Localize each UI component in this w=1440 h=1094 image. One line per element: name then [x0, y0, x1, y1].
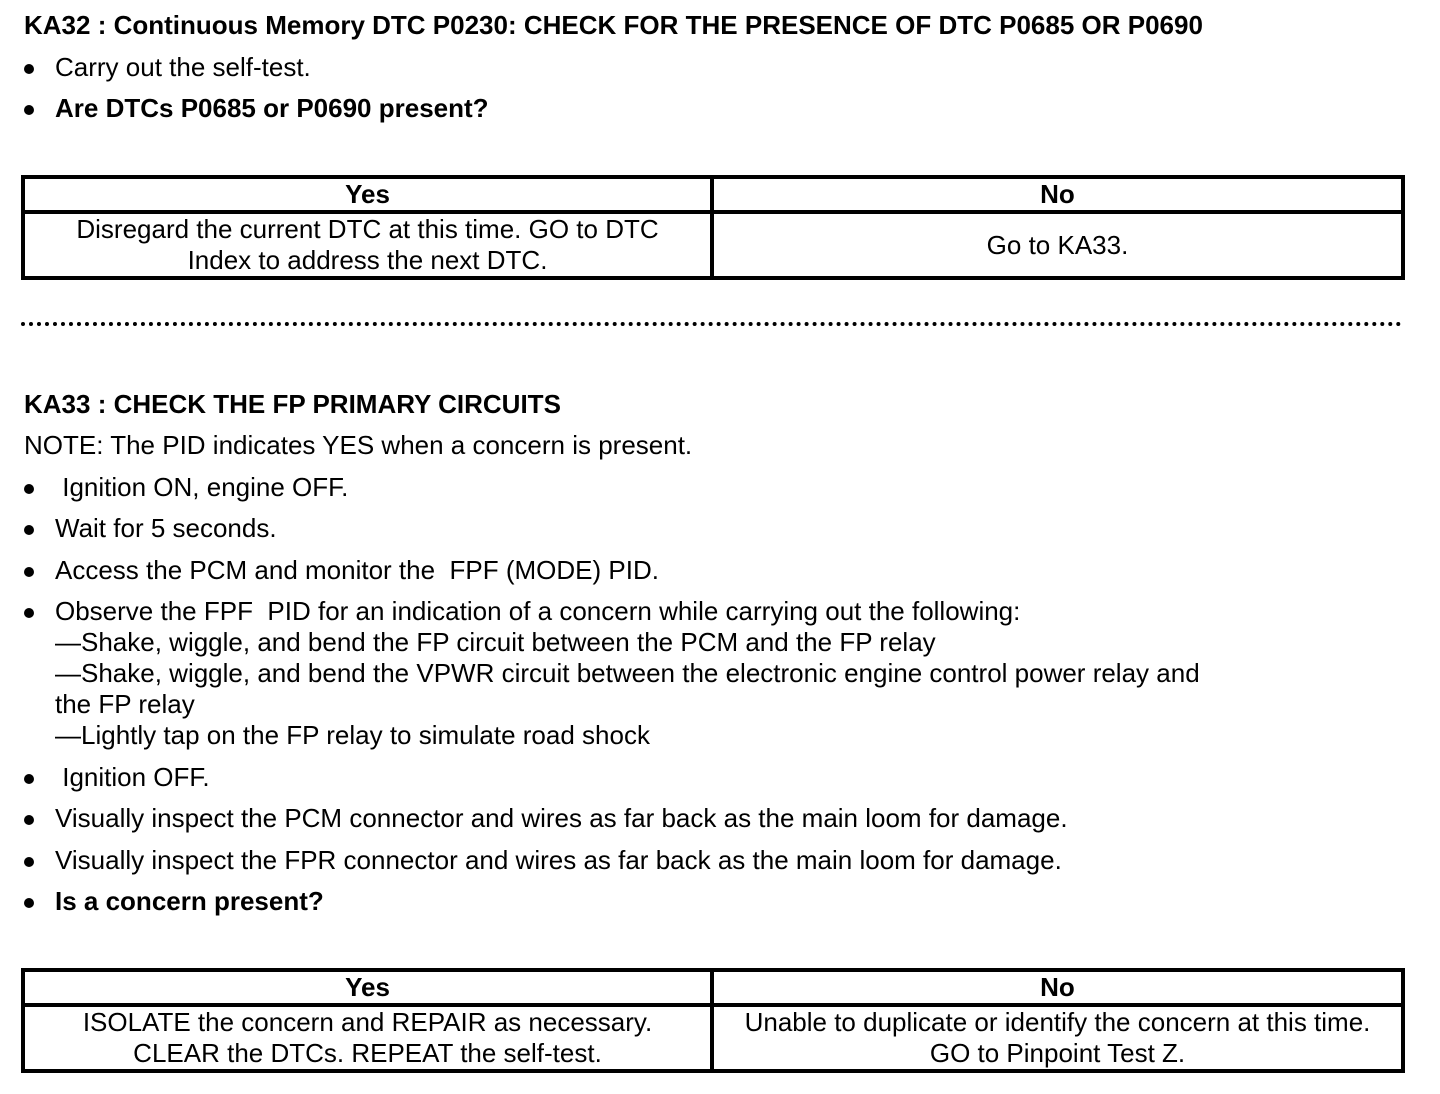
ka33-no-header: No: [712, 970, 1403, 1005]
bullet-icon: [24, 105, 34, 115]
ka33-step-6: [24, 803, 1068, 834]
ka33-no-cell: Unable to duplicate or identify the concern at this time. GO to Pinpoint Test Z.: [712, 1005, 1403, 1071]
bullet-icon: [24, 608, 34, 618]
ka33-step-5-text: Ignition OFF.: [55, 762, 210, 792]
bullet-icon: [24, 898, 34, 908]
ka32-title: KA32 : Continuous Memory DTC P0230: CHECK FOR THE PRESENCE OF DTC P0685 OR P0690: [24, 10, 1203, 40]
observe-sub-line: —Lightly tap on the FP relay to simulate road shock: [55, 720, 650, 750]
ka32-step-1: [24, 52, 311, 83]
ka33-step-4-text: Observe the FPF PID for an indication of a concern while carrying out the following:: [55, 596, 1021, 626]
ka33-step-2: [24, 513, 277, 544]
ka33-result-table: [21, 968, 1405, 1073]
ka33-step-7-text: Visually inspect the FPR connector and wires as far back as the main loom for damage.: [55, 845, 1062, 875]
ka33-note: NOTE: The PID indicates YES when a concern is present.: [24, 430, 693, 460]
ka32-yes-header: Yes: [23, 177, 712, 212]
ka32-step-2: [24, 93, 489, 124]
ka33-step-3-text: Access the PCM and monitor the FPF (MODE) PID.: [55, 555, 659, 585]
ka32-no-header: No: [712, 177, 1403, 212]
ka33-yes-cell: ISOLATE the concern and REPAIR as necessary. CLEAR the DTCs. REPEAT the self-test.: [23, 1005, 712, 1071]
ka33-step-1: [24, 472, 348, 503]
ka32-result-table: [21, 175, 1405, 280]
ka33-step-2-text: Wait for 5 seconds.: [55, 513, 277, 543]
ka32-no-cell: Go to KA33.: [712, 212, 1403, 278]
ka33-step-7: [24, 845, 1062, 876]
ka32-yes-cell: Disregard the current DTC at this time. GO to DTC Index to address the next DTC.: [23, 212, 712, 278]
observe-sub-line: —Shake, wiggle, and bend the VPWR circuit between the electronic engine control power relay and: [55, 658, 1200, 688]
ka33-step-4: [24, 596, 1020, 627]
bullet-icon: [24, 484, 34, 494]
ka32-step-2-text: Are DTCs P0685 or P0690 present?: [55, 93, 489, 123]
ka33-step-8-text: Is a concern present?: [55, 886, 324, 916]
bullet-icon: [24, 774, 34, 784]
bullet-icon: [24, 815, 34, 825]
ka33-step-5: [24, 762, 210, 793]
bullet-icon: [24, 567, 34, 577]
bullet-icon: [24, 857, 34, 867]
ka33-title: KA33 : CHECK THE FP PRIMARY CIRCUITS: [24, 389, 561, 419]
ka32-step-1-text: Carry out the self-test.: [55, 52, 311, 82]
ka33-yes-header: Yes: [23, 970, 712, 1005]
ka33-step-3: [24, 555, 659, 586]
ka33-observe-sublist: [55, 627, 1200, 751]
ka33-step-8: [24, 886, 324, 917]
ka33-step-1-text: Ignition ON, engine OFF.: [55, 472, 349, 502]
ka33-step-6-text: Visually inspect the PCM connector and wires as far back as the main loom for damage.: [55, 803, 1068, 833]
section-divider: [21, 322, 1402, 326]
bullet-icon: [24, 64, 34, 74]
observe-sub-line: —Shake, wiggle, and bend the FP circuit between the PCM and the FP relay: [55, 627, 936, 657]
observe-sub-line: the FP relay: [55, 689, 195, 719]
bullet-icon: [24, 525, 34, 535]
